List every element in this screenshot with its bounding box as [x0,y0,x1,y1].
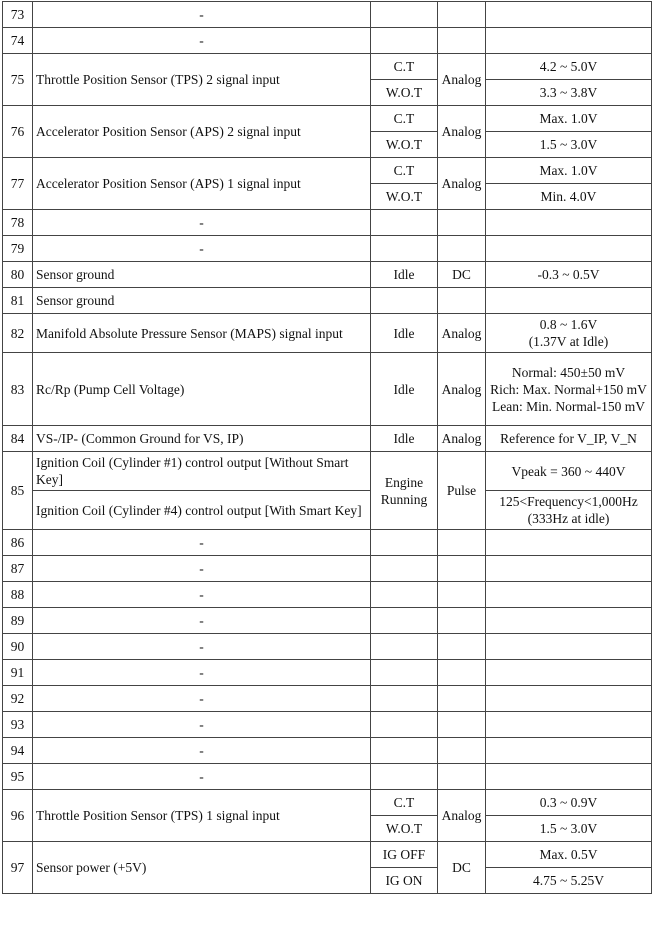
value-cell [486,2,652,28]
condition-cell [371,452,438,530]
table-row [3,106,652,132]
pin-description: - [33,686,371,712]
condition-cell [371,2,438,28]
type-cell: Analog [438,353,486,426]
type-cell: Analog [438,790,486,842]
type-cell [438,686,486,712]
value-cell: Vpeak = 360 ~ 440V [486,452,652,491]
pin-description: Throttle Position Sensor (TPS) 1 signal input [33,790,371,842]
pin-description: - [33,764,371,790]
pin-number: 93 [3,712,33,738]
value-cell [486,491,652,530]
type-cell [438,556,486,582]
condition-cell: C.T [371,158,438,184]
condition-cell [371,660,438,686]
pin-number: 86 [3,530,33,556]
condition-cell [371,28,438,54]
pin-table-container [2,1,652,894]
type-cell [438,660,486,686]
pin-description: - [33,2,371,28]
pin-description: - [33,530,371,556]
value-cell [486,660,652,686]
value-cell [486,288,652,314]
pin-number: 89 [3,608,33,634]
table-row [3,54,652,80]
table-row [3,712,652,738]
pin-number: 82 [3,314,33,353]
type-cell [438,2,486,28]
value-cell: Min. 4.0V [486,184,652,210]
pin-number: 74 [3,28,33,54]
type-cell: DC [438,842,486,894]
table-row [3,353,652,426]
pin-number: 94 [3,738,33,764]
table-row [3,582,652,608]
value-cell [486,686,652,712]
pin-description: Throttle Position Sensor (TPS) 2 signal input [33,54,371,106]
value-line: Rich: Max. Normal+150 mV [490,381,647,397]
condition-cell: W.O.T [371,80,438,106]
table-row [3,2,652,28]
condition-cell: W.O.T [371,816,438,842]
value-cell [486,353,652,426]
condition-cell [371,530,438,556]
table-row [3,556,652,582]
type-cell: Analog [438,106,486,158]
condition-cell: C.T [371,54,438,80]
pin-description: - [33,608,371,634]
table-row [3,738,652,764]
pin-description: - [33,210,371,236]
pin-description: Sensor ground [33,288,371,314]
type-cell [438,634,486,660]
table-row [3,491,652,530]
value-cell [486,28,652,54]
pin-number: 91 [3,660,33,686]
pin-number: 78 [3,210,33,236]
type-cell: Analog [438,314,486,353]
pin-description: Ignition Coil (Cylinder #1) control output [Without Smart Key] [33,452,371,491]
type-cell [438,28,486,54]
pin-description: - [33,712,371,738]
type-cell: Pulse [438,452,486,530]
pin-number: 84 [3,426,33,452]
table-row [3,530,652,556]
condition-cell: Idle [371,262,438,288]
value-cell: 1.5 ~ 3.0V [486,132,652,158]
pin-description: - [33,660,371,686]
value-cell [486,634,652,660]
condition-cell [371,608,438,634]
pin-number: 92 [3,686,33,712]
type-cell: Analog [438,158,486,210]
value-cell: Max. 1.0V [486,106,652,132]
condition-cell: IG ON [371,868,438,894]
condition-cell: W.O.T [371,184,438,210]
value-cell: 4.2 ~ 5.0V [486,54,652,80]
value-cell [486,530,652,556]
type-cell [438,236,486,262]
pin-number: 85 [3,452,33,530]
pin-number: 76 [3,106,33,158]
condition-cell [371,288,438,314]
value-line: Normal: 450±50 mV [511,364,626,380]
type-cell: Analog [438,54,486,106]
value-cell [486,210,652,236]
table-row [3,842,652,868]
pin-number: 97 [3,842,33,894]
condition-cell [371,686,438,712]
value-line: (333Hz at idle) [527,511,610,526]
type-cell: DC [438,262,486,288]
table-row [3,790,652,816]
condition-cell: W.O.T [371,132,438,158]
pin-number: 77 [3,158,33,210]
value-line: (1.37V at Idle) [528,334,609,349]
table-row [3,426,652,452]
type-cell [438,764,486,790]
condition-cell [371,556,438,582]
table-row [3,28,652,54]
table-row [3,660,652,686]
pin-number: 96 [3,790,33,842]
condition-cell [371,764,438,790]
pin-description: Accelerator Position Sensor (APS) 2 signal input [33,106,371,158]
condition-cell: Idle [371,426,438,452]
pin-description: Sensor ground [33,262,371,288]
condition-cell [371,634,438,660]
pin-description: Sensor power (+5V) [33,842,371,894]
value-cell [486,314,652,353]
pin-description: - [33,28,371,54]
value-cell [486,582,652,608]
value-cell [486,236,652,262]
value-cell: Reference for V_IP, V_N [486,426,652,452]
table-row [3,210,652,236]
pin-description: - [33,236,371,262]
condition-cell [371,738,438,764]
type-cell [438,530,486,556]
pin-description: - [33,582,371,608]
table-row [3,634,652,660]
value-cell: Max. 1.0V [486,158,652,184]
condition-cell: Idle [371,314,438,353]
table-row [3,608,652,634]
value-line: 125<Frequency<1,000Hz [499,494,638,509]
type-cell [438,210,486,236]
value-cell: 1.5 ~ 3.0V [486,816,652,842]
pin-number: 79 [3,236,33,262]
pin-number: 81 [3,288,33,314]
condition-cell: Idle [371,353,438,426]
condition-cell: C.T [371,106,438,132]
type-cell [438,712,486,738]
pin-number: 90 [3,634,33,660]
value-cell [486,712,652,738]
pin-number: 73 [3,2,33,28]
condition-line: Running [380,491,428,507]
value-cell: 3.3 ~ 3.8V [486,80,652,106]
table-row [3,262,652,288]
type-cell: Analog [438,426,486,452]
pin-description: Ignition Coil (Cylinder #4) control output [With Smart Key] [33,491,371,530]
pin-number: 80 [3,262,33,288]
condition-cell [371,210,438,236]
condition-cell [371,712,438,738]
value-line: 0.8 ~ 1.6V [539,317,598,332]
value-cell: 4.75 ~ 5.25V [486,868,652,894]
pin-description: Rc/Rp (Pump Cell Voltage) [33,353,371,426]
type-cell [438,582,486,608]
table-row [3,764,652,790]
condition-cell [371,236,438,262]
table-row [3,452,652,491]
pin-description: - [33,634,371,660]
pin-description: Accelerator Position Sensor (APS) 1 signal input [33,158,371,210]
type-cell [438,288,486,314]
table-row [3,314,652,353]
condition-cell [371,582,438,608]
condition-cell: IG OFF [371,842,438,868]
value-line: Lean: Min. Normal-150 mV [492,398,645,414]
table-row [3,288,652,314]
pin-description: VS-/IP- (Common Ground for VS, IP) [33,426,371,452]
ecm-pin-table [2,1,652,894]
value-cell: Max. 0.5V [486,842,652,868]
value-cell [486,764,652,790]
pin-number: 83 [3,353,33,426]
pin-number: 95 [3,764,33,790]
table-row [3,236,652,262]
condition-cell: C.T [371,790,438,816]
pin-number: 87 [3,556,33,582]
value-cell [486,608,652,634]
pin-number: 75 [3,54,33,106]
pin-description: Manifold Absolute Pressure Sensor (MAPS) signal input [33,314,371,353]
table-row [3,686,652,712]
pin-number: 88 [3,582,33,608]
value-cell [486,556,652,582]
value-cell [486,738,652,764]
value-cell: 0.3 ~ 0.9V [486,790,652,816]
pin-description: - [33,738,371,764]
type-cell [438,738,486,764]
value-cell: -0.3 ~ 0.5V [486,262,652,288]
condition-line: Engine [384,474,424,490]
table-row [3,158,652,184]
type-cell [438,608,486,634]
pin-description: - [33,556,371,582]
